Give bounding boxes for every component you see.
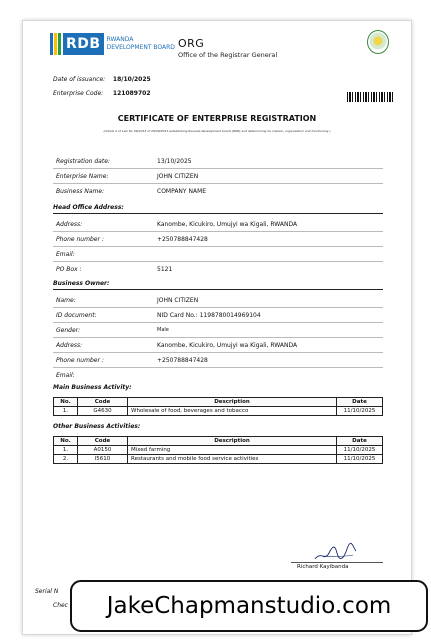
owner-gender-label: Gender: — [56, 327, 81, 334]
enterprise-name-row — [53, 170, 383, 184]
head-office-section-title: Head Office Address: — [53, 204, 383, 214]
head-office-email-label: Email: — [56, 251, 75, 258]
rdb-logo-bars — [50, 33, 61, 55]
serial-number-label: Serial N — [35, 588, 59, 595]
org-title: ORG — [178, 37, 205, 50]
business-name-label: Business Name: — [56, 188, 105, 195]
table-row — [54, 455, 383, 464]
column-header-no: No. — [54, 437, 78, 446]
business-name-value: COMPANY NAME — [157, 188, 207, 195]
column-header-description: Description — [128, 437, 337, 446]
check-label: Chec — [53, 602, 68, 609]
owner-name-label: Name: — [56, 297, 76, 304]
owner-phone-value: +250788847428 — [157, 357, 208, 364]
head-office-phone-value: +250788847428 — [157, 236, 208, 243]
cell-code: G4630 — [78, 407, 128, 416]
head-office-address-row — [53, 218, 383, 232]
cell-no: 1. — [54, 407, 78, 416]
column-header-no: No. — [54, 398, 78, 407]
cell-date: 11/10/2025 — [337, 455, 383, 464]
head-office-email-row — [53, 248, 383, 262]
column-header-description: Description — [128, 398, 337, 407]
owner-email-label: Email: — [56, 372, 75, 379]
enterprise-name-label: Enterprise Name: — [56, 173, 109, 180]
owner-address-label: Address: — [56, 342, 83, 349]
column-header-date: Date — [337, 398, 383, 407]
cell-date: 11/10/2025 — [337, 407, 383, 416]
cell-description: Restaurants and mobile food service activities — [128, 455, 337, 464]
owner-name-value: JOHN CITIZEN — [157, 297, 199, 304]
head-office-address-label: Address: — [56, 221, 83, 228]
enterprise-name-value: JOHN CITIZEN — [157, 173, 199, 180]
head-office-pobox-label: PO Box : — [56, 266, 82, 273]
owner-name-row — [53, 294, 383, 308]
logo-bar-yellow — [54, 33, 57, 55]
column-header-code: Code — [78, 398, 128, 407]
owner-phone-row — [53, 354, 383, 368]
org-block — [178, 37, 277, 59]
enterprise-code-label: Enterprise Code: — [53, 90, 104, 97]
business-name-row — [53, 185, 383, 199]
owner-email-row — [53, 369, 383, 383]
cell-description: Wholesale of food, beverages and tobacco — [128, 407, 337, 416]
main-activity-header-row — [54, 398, 383, 407]
owner-address-value: Kanombe, Kicukiro, Umujyi wa Kigali, RWANDA — [157, 342, 298, 349]
head-office-phone-label: Phone number : — [56, 236, 104, 243]
certificate-header — [23, 21, 411, 67]
owner-id-row — [53, 309, 383, 323]
table-row — [54, 446, 383, 455]
head-office-pobox-value: 5121 — [157, 266, 173, 273]
business-owner-section-title: Business Owner: — [53, 280, 383, 290]
column-header-date: Date — [337, 437, 383, 446]
owner-address-row — [53, 339, 383, 353]
issuance-date-value: 18/10/2025 — [112, 76, 151, 83]
main-activity-section-title: Main Business Activity: — [53, 384, 132, 391]
cell-no: 1. — [54, 446, 78, 455]
certificate-page — [22, 20, 412, 635]
head-office-pobox-row — [53, 263, 383, 277]
signatory-name: Richard Kayibanda — [297, 564, 349, 570]
signature-icon — [313, 541, 358, 563]
owner-id-label: ID document: — [56, 312, 97, 319]
issuance-date-label: Date of issuance: — [53, 76, 106, 83]
cell-date: 11/10/2025 — [337, 446, 383, 455]
national-seal-icon — [367, 30, 389, 54]
owner-gender-value: Male — [157, 327, 169, 333]
head-office-phone-row — [53, 233, 383, 247]
head-office-address-value: Kanombe, Kicukiro, Umujyi wa Kigali, RWANDA — [157, 221, 298, 228]
watermark-banner: JakeChapmanstudio.com — [70, 580, 428, 632]
owner-phone-label: Phone number : — [56, 357, 104, 364]
signature-line — [291, 562, 383, 563]
enterprise-code-value: 121089702 — [112, 90, 151, 97]
other-activities-header-row — [54, 437, 383, 446]
rdb-logo-sub2: DEVELOPMENT BOARD — [106, 44, 175, 51]
issuance-date-line — [53, 76, 151, 83]
cell-code: A0150 — [78, 446, 128, 455]
registration-date-label: Registration date: — [56, 158, 110, 165]
certificate-title: CERTIFICATE OF ENTERPRISE REGISTRATION — [117, 114, 317, 123]
enterprise-code-line — [53, 90, 151, 97]
registration-date-value: 13/10/2025 — [157, 158, 192, 165]
owner-gender-row — [53, 324, 383, 338]
rdb-logo — [50, 33, 175, 55]
org-subtitle: Office of the Registrar General — [178, 51, 278, 59]
table-row — [54, 407, 383, 416]
cell-code: I5610 — [78, 455, 128, 464]
logo-bar-green — [58, 33, 61, 55]
registration-date-row — [53, 155, 383, 169]
rdb-logo-sub1: RWANDA — [106, 36, 134, 43]
column-header-code: Code — [78, 437, 128, 446]
other-activities-section-title: Other Business Activities: — [53, 423, 141, 430]
logo-bar-blue — [50, 33, 53, 55]
rdb-logo-text: RDB — [63, 33, 104, 55]
cell-description: Mixed farming — [128, 446, 337, 455]
rdb-logo-subtitle — [104, 33, 175, 55]
main-activity-table — [53, 397, 383, 416]
barcode-icon — [347, 92, 395, 102]
legal-reference-note: (Article 4 of Law No 06/2013 of 26/06/2013 establishing Rwanda development board (RDB) and determining its mission, organisation and functioning ) — [103, 129, 331, 133]
cell-no: 2. — [54, 455, 78, 464]
other-activities-table — [53, 436, 383, 464]
owner-id-value: NID Card No.: 1198780014969104 — [157, 312, 261, 319]
